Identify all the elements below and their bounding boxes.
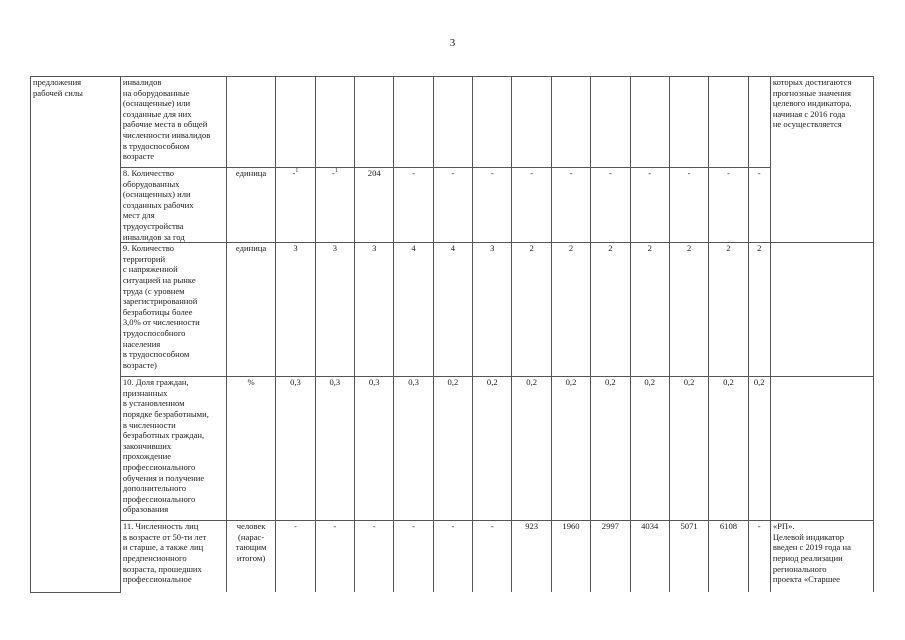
value-cell: - <box>355 521 394 593</box>
value-cell <box>512 77 551 168</box>
value-cell: - <box>709 168 748 243</box>
value-cell <box>630 77 669 168</box>
unit-cell: % <box>226 377 275 521</box>
table-row <box>31 243 874 377</box>
value-cell: - <box>630 168 669 243</box>
note-cell: «РП». Целевой индикатор введен с 2019 года на период реализации регионального проекта «Старшее <box>770 521 873 593</box>
value-cell <box>709 77 748 168</box>
indicator-name-cell: 9. Количество территорий с напряженной ситуацией на рынке труда (с уровнем зарегистрированной безработицы более 3,0% от численности трудоспособного населения в трудоспособном возрасте) <box>120 243 226 377</box>
unit-cell: единица <box>226 243 275 377</box>
note-cell <box>770 243 873 377</box>
value-cell: - <box>473 521 512 593</box>
value-cell: 2 <box>630 243 669 377</box>
value-cell: 0,3 <box>355 377 394 521</box>
value-cell: 0,2 <box>591 377 630 521</box>
value-cell: -$^1$ <box>315 168 354 243</box>
value-cell: 4 <box>433 243 472 377</box>
indicator-name-cell: 8. Количество оборудованных (оснащенных) или созданных рабочих мест для трудоустройства инвалидов за год <box>120 168 226 243</box>
value-cell <box>551 77 590 168</box>
footnote-mark: 1 <box>334 168 338 175</box>
value-cell: 0,2 <box>709 377 748 521</box>
value-cell: 2 <box>709 243 748 377</box>
value-cell: 204 <box>355 168 394 243</box>
indicator-name-cell: 11. Численность лиц в возрасте от 50-ти лет и старше, а также лиц предпенсионного возраста, прошедших профессиональное <box>120 521 226 593</box>
value-cell: 3 <box>315 243 354 377</box>
table-row <box>31 521 874 593</box>
value-cell <box>394 77 433 168</box>
value-cell: 1960 <box>551 521 590 593</box>
value-cell <box>355 77 394 168</box>
table-row <box>31 168 874 243</box>
value-cell: 6108 <box>709 521 748 593</box>
value-cell: 3 <box>355 243 394 377</box>
value-cell: 0,2 <box>512 377 551 521</box>
value-cell: - <box>551 168 590 243</box>
value-cell: - <box>748 168 770 243</box>
value-cell <box>315 77 354 168</box>
note-cell <box>770 377 873 521</box>
value-cell <box>591 77 630 168</box>
value-cell: - <box>394 168 433 243</box>
value-cell: 3 <box>276 243 315 377</box>
value-cell: -$^1$ <box>276 168 315 243</box>
value-cell <box>669 77 708 168</box>
value-cell: 2 <box>748 243 770 377</box>
value-cell: 5071 <box>669 521 708 593</box>
indicator-name-cell: 10. Доля граждан, признанных в установленном порядке безработными, в численности безработных граждан, закончивших прохождение профессионального обучения и получение дополнительного профессионального образования <box>120 377 226 521</box>
value-cell: - <box>748 521 770 593</box>
footnote-mark: 1 <box>295 168 299 175</box>
value-cell: - <box>669 168 708 243</box>
value-cell <box>433 77 472 168</box>
value-cell: 0,3 <box>315 377 354 521</box>
value-cell: 4 <box>394 243 433 377</box>
value-cell: 0,2 <box>433 377 472 521</box>
value-cell: - <box>591 168 630 243</box>
value-cell: 2 <box>551 243 590 377</box>
value-cell: 0,2 <box>748 377 770 521</box>
value-cell: 0,2 <box>669 377 708 521</box>
value-cell <box>748 77 770 168</box>
value-cell: 0,2 <box>551 377 590 521</box>
indicator-name-cell: инвалидов на оборудованные (оснащенные) или созданные для них рабочие места в общей численности инвалидов в трудоспособном возрасте <box>120 77 226 168</box>
value-cell: - <box>276 521 315 593</box>
value-cell: 0,2 <box>473 377 512 521</box>
value-cell: 4034 <box>630 521 669 593</box>
value-cell: 0,3 <box>276 377 315 521</box>
indicator-table <box>30 76 874 593</box>
value-cell: - <box>512 168 551 243</box>
unit-cell: единица <box>226 168 275 243</box>
unit-cell: человек (нарас- тающим итогом) <box>226 521 275 593</box>
value-cell: - <box>394 521 433 593</box>
value-cell: - <box>433 168 472 243</box>
value-cell: 2997 <box>591 521 630 593</box>
value-cell: 923 <box>512 521 551 593</box>
table-row <box>31 377 874 521</box>
value-cell: - <box>473 168 512 243</box>
value-cell <box>276 77 315 168</box>
value-cell: 3 <box>473 243 512 377</box>
value-cell: - <box>433 521 472 593</box>
value-cell: 2 <box>591 243 630 377</box>
table-row <box>31 77 874 168</box>
note-cell: которых достигаются прогнозные значения целевого индикатора, начиная с 2016 года не осуществляется <box>770 77 873 243</box>
page-number: 3 <box>449 37 456 49</box>
value-cell: 2 <box>512 243 551 377</box>
value-cell: 2 <box>669 243 708 377</box>
value-cell: 0,3 <box>394 377 433 521</box>
value-cell <box>473 77 512 168</box>
value-cell: 0,2 <box>630 377 669 521</box>
value-cell: - <box>315 521 354 593</box>
unit-cell <box>226 77 275 168</box>
section-label-cell: предложения рабочей силы <box>31 77 121 593</box>
